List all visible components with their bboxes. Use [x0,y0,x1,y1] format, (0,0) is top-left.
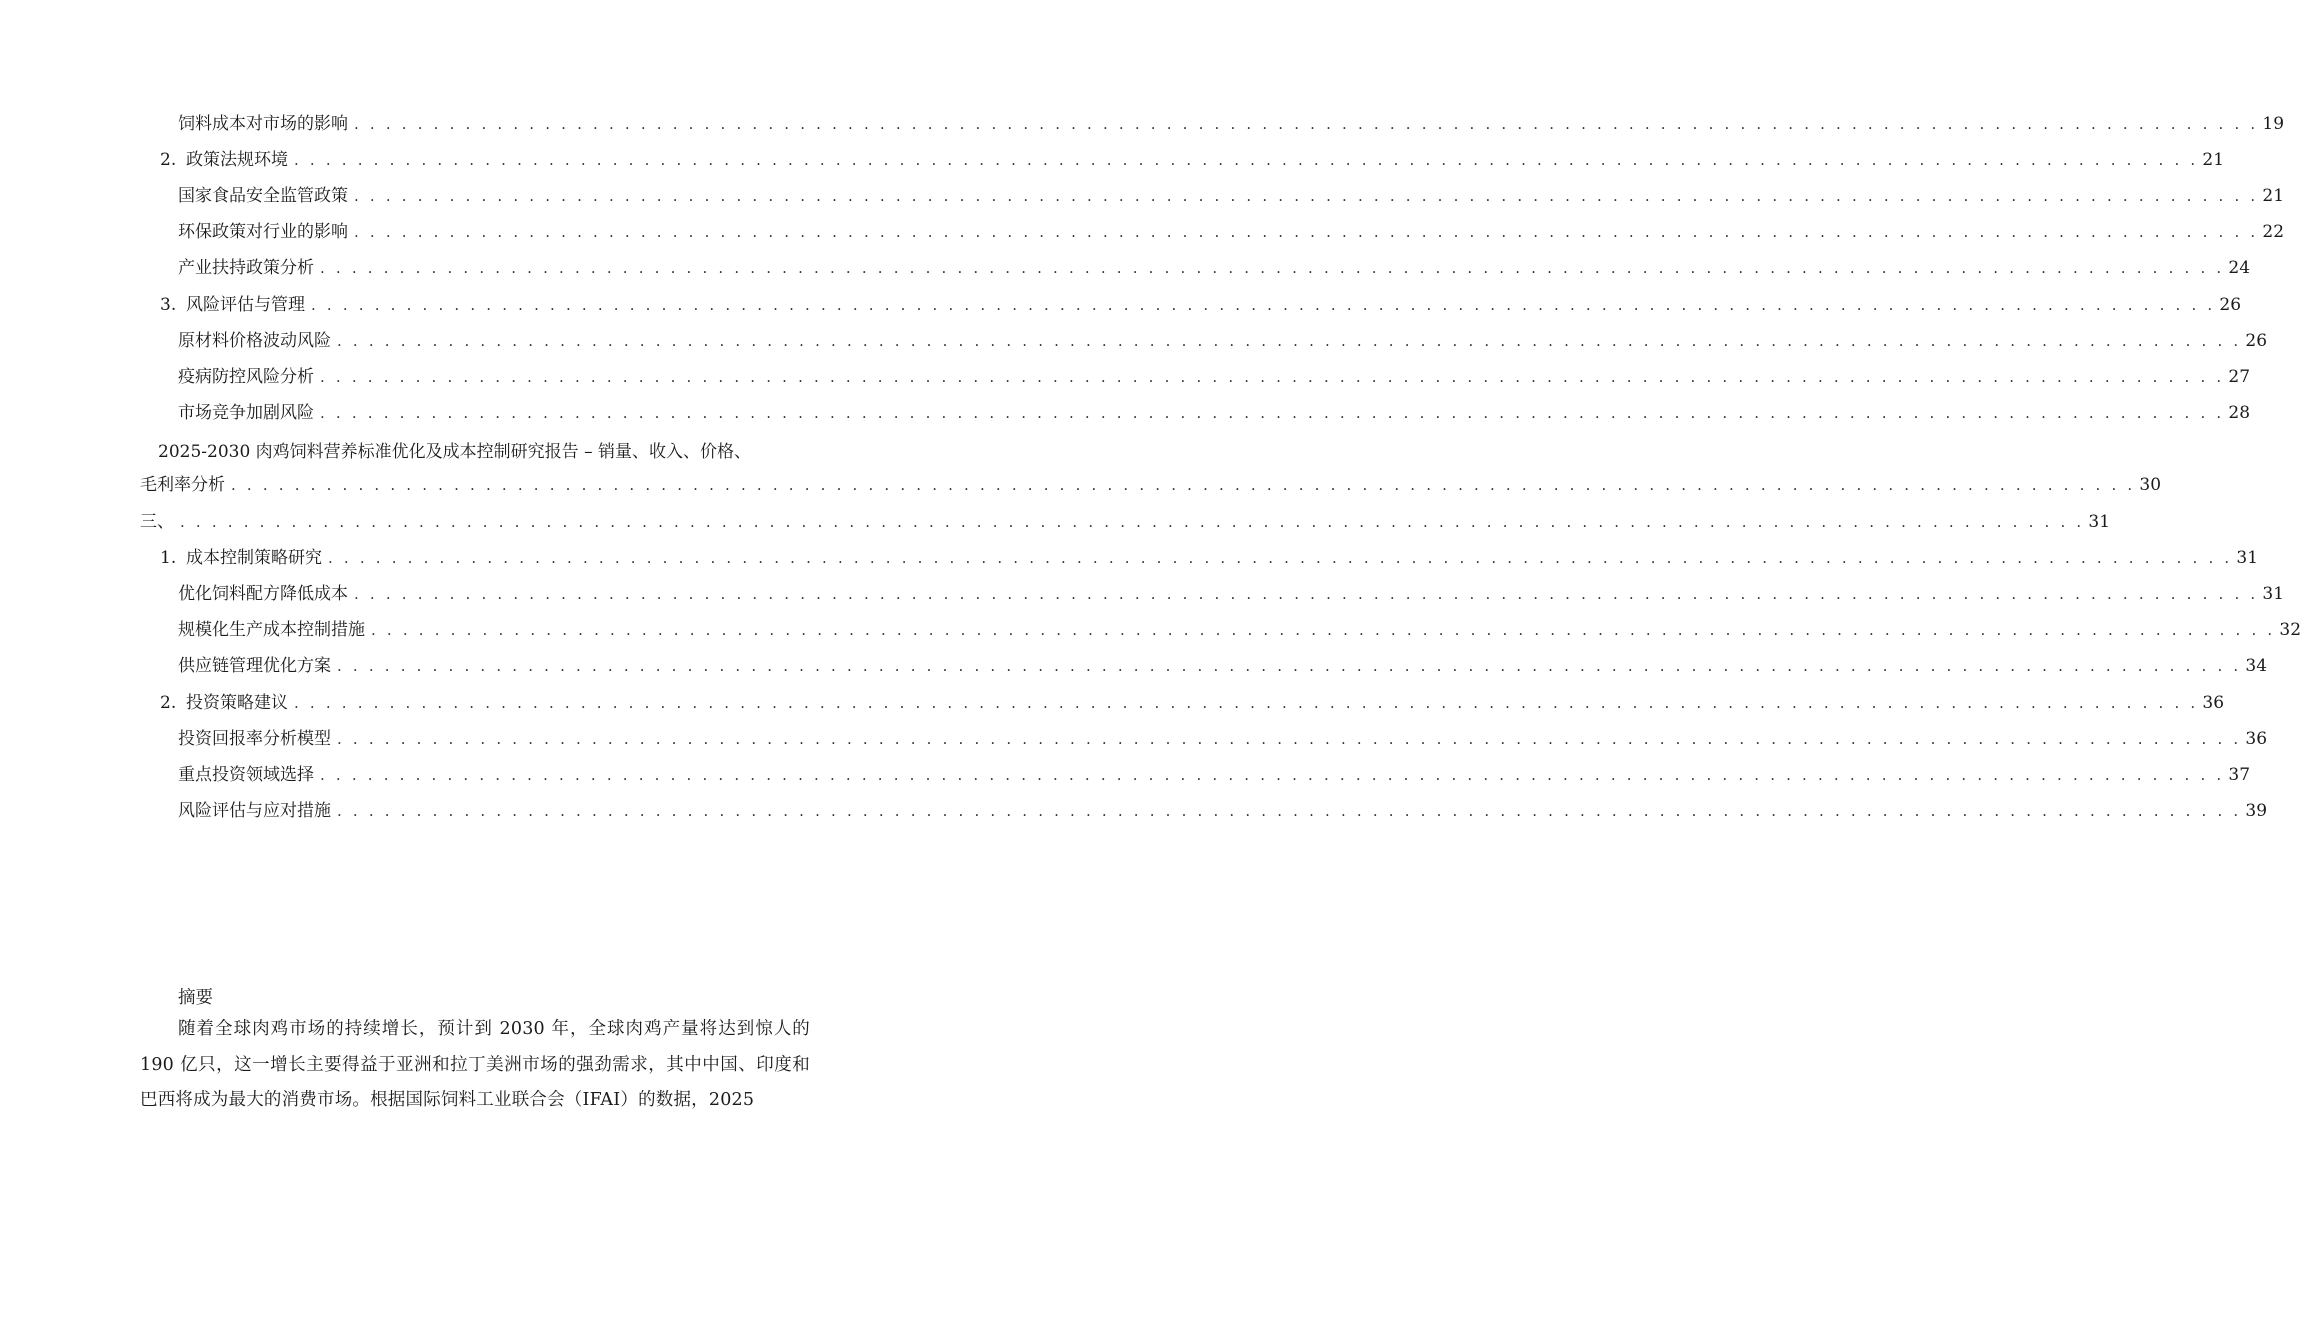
toc-page-number: 39 [2245,801,2268,822]
toc-entry[interactable] [0,359,2251,395]
toc-entry-text: 三、 [140,511,174,532]
toc-entry-text: 供应链管理优化方案 [178,656,331,677]
toc-entry-label [178,586,354,603]
toc-page-number: 31 [2236,547,2259,568]
toc-dot-leader: . . . . . . . . . . . . . . . . . . . . . . . . . . . . . . . . . . . . . . . . . . . . . . . . . . . . . . . . . . . . . . . . . . . . . . . . . . . . . . . . . . . . . . . . . . . . . . . . . . . . . . . . . . . . . . . . . . . . . . . . [337,331,2242,350]
toc-entry-label [178,224,354,241]
toc-dot-leader: . . . . . . . . . . . . . . . . . . . . . . . . . . . . . . . . . . . . . . . . . . . . . . . . . . . . . . . . . . . . . . . . . . . . . . . . . . . . . . . . . . . . . . . . . . . . . . . . . . . . . . . . . . . . . . . . . . . . . . . . [328,548,2233,567]
toc-entry-label [178,803,337,820]
toc-entry-label [178,366,320,387]
toc-entry[interactable] [0,794,2268,830]
toc-dot-leader: . . . . . . . . . . . . . . . . . . . . . . . . . . . . . . . . . . . . . . . . . . . . . . . . . . . . . . . . . . . . . . . . . . . . . . . . . . . . . . . . . . . . . . . . . . . . . . . . . . . . . . . . . . . . . . . . . . . . . . . . [231,476,2136,495]
toc-dot-leader: . . . . . . . . . . . . . . . . . . . . . . . . . . . . . . . . . . . . . . . . . . . . . . . . . . . . . . . . . . . . . . . . . . . . . . . . . . . . . . . . . . . . . . . . . . . . . . . . . . . . . . . . . . . . . . . . . . . . . . . . [180,512,2085,531]
toc-page-number: 36 [2202,692,2225,713]
toc-dot-leader: . . . . . . . . . . . . . . . . . . . . . . . . . . . . . . . . . . . . . . . . . . . . . . . . . . . . . . . . . . . . . . . . . . . . . . . . . . . . . . . . . . . . . . . . . . . . . . . . . . . . . . . . . . . . . . . . . . . . . . . . [320,259,2225,278]
toc-long-entry-line1[interactable]: 2025-2030 肉鸡饲料营养标准优化及成本控制研究报告 – 销量、收入、价格、 [158,442,751,463]
toc-dot-leader: . . . . . . . . . . . . . . . . . . . . . . . . . . . . . . . . . . . . . . . . . . . . . . . . . . . . . . . . . . . . . . . . . . . . . . . . . . . . . . . . . . . . . . . . . . . . . . . . . . . . . . . . . . . . . . . . . . . . . . . . [337,657,2242,676]
abstract-section [140,980,810,1119]
toc-entry-text: 成本控制策略研究 [186,547,322,568]
toc-page-number: 31 [2262,584,2285,605]
toc-entry-number: 3. [160,294,177,315]
toc-page-number: 30 [2139,475,2162,496]
toc-dot-leader: . . . . . . . . . . . . . . . . . . . . . . . . . . . . . . . . . . . . . . . . . . . . . . . . . . . . . . . . . . . . . . . . . . . . . . . . . . . . . . . . . . . . . . . . . . . . . . . . . . . . . . . . . . . . . . . . . . . . . . . . [354,114,2259,133]
toc-entry-label [160,149,294,170]
toc-page-number: 32 [2279,620,2301,641]
toc-entry[interactable] [0,106,2285,142]
toc-entry[interactable] [0,649,2268,685]
toc-entry-label [178,113,354,134]
toc-entry-number: 2. [160,149,177,170]
toc-dot-leader: . . . . . . . . . . . . . . . . . . . . . . . . . . . . . . . . . . . . . . . . . . . . . . . . . . . . . . . . . . . . . . . . . . . . . . . . . . . . . . . . . . . . . . . . . . . . . . . . . . . . . . . . . . . . . . . . . . . . . . . . [337,802,2242,821]
toc-entry-text: 产业扶持政策分析 [178,258,314,279]
toc-entry-text: 风险评估与应对措施 [178,801,331,822]
toc-page-number: 21 [2202,149,2225,170]
toc-entry[interactable] [0,178,2285,214]
toc-entry[interactable] [0,396,2251,432]
toc-dot-leader: . . . . . . . . . . . . . . . . . . . . . . . . . . . . . . . . . . . . . . . . . . . . . . . . . . . . . . . . . . . . . . . . . . . . . . . . . . . . . . . . . . . . . . . . . . . . . . . . . . . . . . . . . . . . . . . . . . . . . . . . [337,729,2242,748]
toc-page-number: 27 [2228,366,2251,387]
toc-dot-leader: . . . . . . . . . . . . . . . . . . . . . . . . . . . . . . . . . . . . . . . . . . . . . . . . . . . . . . . . . . . . . . . . . . . . . . . . . . . . . . . . . . . . . . . . . . . . . . . . . . . . . . . . . . . . . . . . . . . . . . . . [294,150,2199,169]
toc-entry-text: 优化饲料配方降低成本 [178,584,348,605]
toc-entry-text: 国家食品安全监管政策 [178,185,348,206]
toc-page-number: 28 [2228,403,2251,424]
toc-entry-text: 毛利率分析 [140,475,225,496]
toc-entry[interactable] [0,540,2259,576]
toc-entry[interactable] [0,504,2111,540]
toc-page-number: 24 [2228,258,2251,279]
toc-entry-text: 投资回报率分析模型 [178,728,331,749]
toc-entry-label [160,692,294,713]
table-of-contents [0,106,2301,830]
toc-entry[interactable] [0,721,2268,757]
toc-entry-number: 2. [160,692,177,713]
toc-page-number: 37 [2228,764,2251,785]
toc-long-entry-line2[interactable] [0,468,2162,504]
toc-entry[interactable] [0,323,2268,359]
toc-dot-leader: . . . . . . . . . . . . . . . . . . . . . . . . . . . . . . . . . . . . . . . . . . . . . . . . . . . . . . . . . . . . . . . . . . . . . . . . . . . . . . . . . . . . . . . . . . . . . . . . . . . . . . . . . . . . . . . . . . . . . . . . [354,186,2259,205]
toc-page-number: 22 [2262,222,2285,243]
toc-entry[interactable] [0,287,2242,323]
toc-entry-text: 投资策略建议 [186,692,288,713]
toc-entry-label [178,330,337,351]
toc-entry-text: 环保政策对行业的影响 [178,222,348,243]
toc-entry-text: 饲料成本对市场的影响 [178,113,348,134]
toc-dot-leader: . . . . . . . . . . . . . . . . . . . . . . . . . . . . . . . . . . . . . . . . . . . . . . . . . . . . . . . . . . . . . . . . . . . . . . . . . . . . . . . . . . . . . . . . . . . . . . . . . . . . . . . . . . . . . . . . . . . . . . . . [320,765,2225,784]
toc-dot-leader: . . . . . . . . . . . . . . . . . . . . . . . . . . . . . . . . . . . . . . . . . . . . . . . . . . . . . . . . . . . . . . . . . . . . . . . . . . . . . . . . . . . . . . . . . . . . . . . . . . . . . . . . . . . . . . . . . . . . . . . . [354,223,2259,242]
toc-entry-label [178,260,320,277]
toc-entry-text: 疫病防控风险分析 [178,366,314,387]
toc-entry[interactable] [0,757,2251,793]
toc-entry[interactable] [0,142,2225,178]
toc-entry-number: 1. [160,547,177,568]
toc-entry-label [178,658,337,675]
abstract-body: 随着全球肉鸡市场的持续增长，预计到 2030 年，全球肉鸡产量将达到惊人的 190 亿只，这一增长主要得益于亚洲和拉丁美洲市场的强劲需求，其中中国、印度和巴西将成为最大的消费市场。根据国际饲料工业联合会（IFAI）的数据，2025 [140,1019,810,1110]
toc-entry-text: 原材料价格波动风险 [178,330,331,351]
toc-entry-label [178,764,320,785]
toc-entry-text: 规模化生产成本控制措施 [178,620,365,641]
toc-entry-label [160,547,328,568]
toc-entry-label [178,405,320,422]
toc-page-number: 36 [2245,728,2268,749]
toc-entry[interactable] [0,215,2285,251]
toc-entry-label [178,728,337,749]
toc-entry-label [140,477,231,494]
toc-entry[interactable] [0,613,2301,649]
toc-dot-leader: . . . . . . . . . . . . . . . . . . . . . . . . . . . . . . . . . . . . . . . . . . . . . . . . . . . . . . . . . . . . . . . . . . . . . . . . . . . . . . . . . . . . . . . . . . . . . . . . . . . . . . . . . . . . . . . . . . . . . . . . [311,295,2216,314]
toc-entry-text: 风险评估与管理 [186,294,305,315]
toc-page-number: 31 [2088,511,2111,532]
toc-dot-leader: . . . . . . . . . . . . . . . . . . . . . . . . . . . . . . . . . . . . . . . . . . . . . . . . . . . . . . . . . . . . . . . . . . . . . . . . . . . . . . . . . . . . . . . . . . . . . . . . . . . . . . . . . . . . . . . . . . . . . . . . [354,585,2259,604]
toc-page-number: 34 [2245,656,2268,677]
toc-page-number: 19 [2262,113,2285,134]
toc-entry-label [178,185,354,206]
toc-entry[interactable] [0,685,2225,721]
toc-entry-text: 政策法规环境 [186,149,288,170]
toc-page-number: 26 [2245,330,2268,351]
toc-entry-text: 重点投资领域选择 [178,764,314,785]
toc-entry[interactable] [0,576,2285,612]
toc-entry[interactable] [0,251,2251,287]
toc-dot-leader: . . . . . . . . . . . . . . . . . . . . . . . . . . . . . . . . . . . . . . . . . . . . . . . . . . . . . . . . . . . . . . . . . . . . . . . . . . . . . . . . . . . . . . . . . . . . . . . . . . . . . . . . . . . . . . . . . . . . . . . . [320,404,2225,423]
toc-entry-label [178,622,371,639]
toc-entry-label [160,294,311,315]
abstract-title: 摘要 [178,987,213,1008]
toc-entry-text: 市场竞争加剧风险 [178,403,314,424]
toc-entry-label [140,511,180,532]
toc-dot-leader: . . . . . . . . . . . . . . . . . . . . . . . . . . . . . . . . . . . . . . . . . . . . . . . . . . . . . . . . . . . . . . . . . . . . . . . . . . . . . . . . . . . . . . . . . . . . . . . . . . . . . . . . . . . . . . . . . . . . . . . . [294,693,2199,712]
toc-page-number: 21 [2262,185,2285,206]
toc-dot-leader: . . . . . . . . . . . . . . . . . . . . . . . . . . . . . . . . . . . . . . . . . . . . . . . . . . . . . . . . . . . . . . . . . . . . . . . . . . . . . . . . . . . . . . . . . . . . . . . . . . . . . . . . . . . . . . . . . . . . . . . . [371,621,2276,640]
toc-dot-leader: . . . . . . . . . . . . . . . . . . . . . . . . . . . . . . . . . . . . . . . . . . . . . . . . . . . . . . . . . . . . . . . . . . . . . . . . . . . . . . . . . . . . . . . . . . . . . . . . . . . . . . . . . . . . . . . . . . . . . . . . [320,367,2225,386]
toc-page-number: 26 [2219,294,2242,315]
